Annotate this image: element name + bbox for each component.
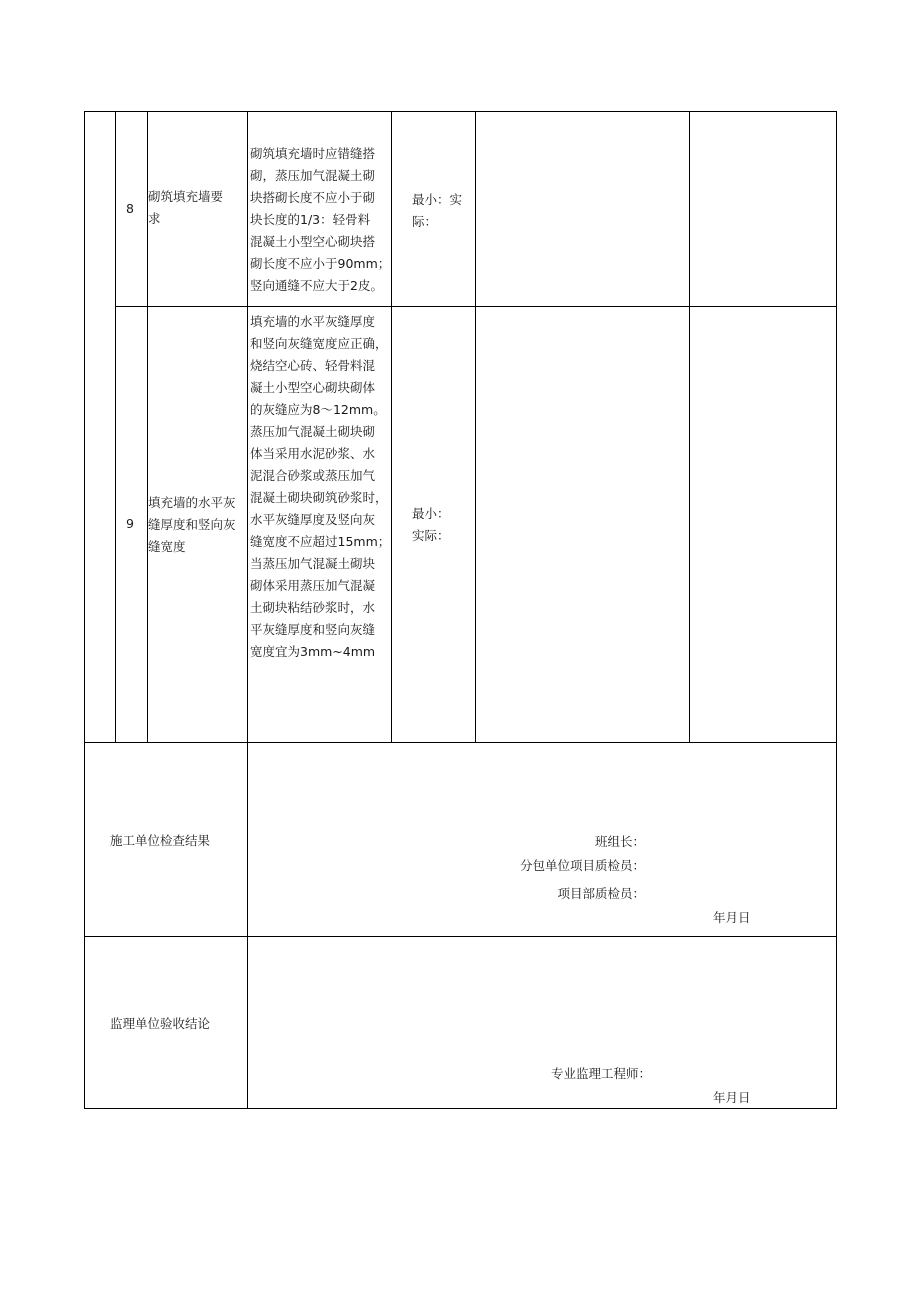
row-9-standard-line-14: 土砌块粘结砂浆时，水: [250, 600, 376, 615]
row-8-standard-line-3: 块搭砌长度不应小于砌: [250, 190, 376, 205]
col-divider-remark: [689, 111, 690, 743]
construction-date-label: 年月日: [713, 910, 751, 925]
supervision-conclusion-label: 监理单位验收结论: [110, 1016, 211, 1031]
row-9-standard-line-15: 平灰缝厚度和竖向灰缝: [250, 622, 376, 637]
row-9-standard-line-9: 混凝土砌块砌筑砂浆时，: [250, 490, 388, 505]
section-divider-supervision: [84, 936, 837, 937]
row-8-standard-line-2: 砌，蒸压加气混凝土砌: [250, 168, 376, 183]
row-8-item-line-1: 砌筑填充墙要: [148, 189, 224, 204]
row-9-standard-line-3: 烧结空心砖、轻骨料混: [250, 358, 376, 373]
row-9-item-line-3: 缝宽度: [148, 539, 186, 554]
col-divider-standard: [247, 111, 248, 1109]
row-9-standard-line-10: 水平灰缝厚度及竖向灰: [250, 512, 376, 527]
row-9-measure-line-1: 最小：: [412, 506, 450, 521]
col-divider-measure: [391, 111, 392, 743]
row-9-standard-line-11: 缝宽度不应超过15mm；: [250, 534, 391, 549]
subcontractor-inspector-label: 分包单位项目质检员：: [519, 858, 645, 873]
table-border-left: [84, 111, 85, 1109]
row-divider-8-9: [115, 306, 837, 307]
row-9-standard-line-5: 的灰缝应为8～12mm。: [250, 402, 386, 417]
table-border-right: [836, 111, 837, 1109]
row-8-item-line-2: 求: [148, 211, 161, 226]
row-9-standard-line-13: 砌体采用蒸压加气混凝: [250, 578, 376, 593]
row-9-standard-line-4: 凝土小型空心砌块砌体: [250, 380, 376, 395]
row-9-standard-line-6: 蒸压加气混凝土砌块砌: [250, 424, 376, 439]
row-9-standard-line-7: 体当采用水泥砂浆、水: [250, 446, 376, 461]
row-8-measure-line-1: 最小：实: [412, 192, 463, 207]
table-border-top: [84, 111, 837, 112]
row-8-measure-line-2: 际：: [412, 214, 438, 229]
row-9-standard-line-16: 宽度宜为3mm~4mm: [250, 644, 376, 659]
row-9-standard-line-12: 当蒸压加气混凝土砌块: [250, 556, 376, 571]
inspection-table: [84, 111, 837, 1109]
row-9-item-line-1: 填充墙的水平灰: [148, 495, 236, 510]
construction-check-label: 施工单位检查结果: [110, 833, 211, 848]
row-9-standard-line-1: 填充墙的水平灰缝厚度: [250, 314, 376, 329]
row-8-standard-line-6: 砌长度不应小于90mm；: [250, 256, 391, 271]
supervision-date-label: 年月日: [713, 1090, 751, 1105]
row-8-standard-line-5: 混凝土小型空心砌块搭: [250, 234, 376, 249]
section-divider-construction: [84, 742, 837, 743]
team-leader-signature-label: 班组长：: [594, 834, 645, 849]
row-8-standard-line-4: 块长度的1/3：轻骨料: [250, 212, 371, 227]
row-9-standard-line-2: 和竖向灰缝宽度应正确，: [250, 336, 388, 351]
supervision-engineer-label: 专业监理工程师：: [550, 1066, 651, 1081]
row-8-number: 8: [126, 201, 134, 216]
row-9-item-line-2: 缝厚度和竖向灰: [148, 517, 236, 532]
col-divider-result: [475, 111, 476, 743]
row-9-number: 9: [126, 516, 134, 531]
project-inspector-label: 项目部质检员：: [557, 886, 645, 901]
row-8-standard-line-7: 竖向通缝不应大于2皮。: [250, 278, 383, 293]
row-8-standard-line-1: 砌筑填充墙时应错缝搭: [250, 146, 376, 161]
row-9-measure-line-2: 实际：: [412, 528, 450, 543]
row-9-standard-line-8: 泥混合砂浆或蒸压加气: [250, 468, 376, 483]
